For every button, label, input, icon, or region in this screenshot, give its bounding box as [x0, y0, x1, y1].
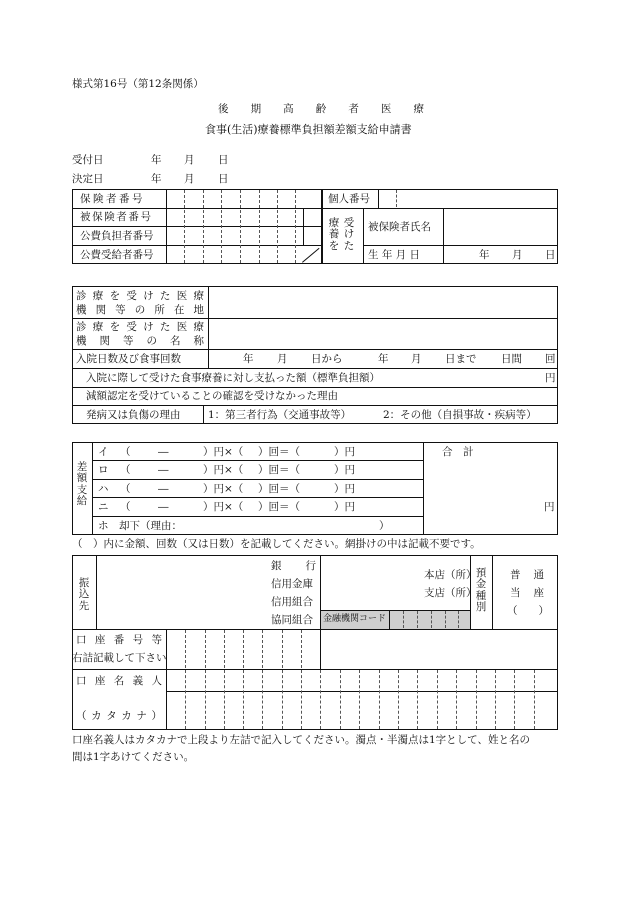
decision-month: 月: [184, 173, 195, 185]
decision-year: 年: [151, 173, 162, 185]
total-label: 合 計: [442, 446, 474, 458]
bank-code-label: 金融機関コード: [323, 614, 387, 624]
bank-type-shinkin: 信用金庫: [271, 578, 313, 590]
stay-from-year: 年: [243, 353, 254, 365]
deposit-type-label: 預 金 種 別: [475, 567, 487, 613]
insurer-number-label: 保険者番号: [80, 193, 145, 205]
birth-day: 日: [545, 249, 556, 261]
note-holder-line-1: 口座名義人はカタカナで上段より左詰で記入してください。濁点・半濁点は1字として、姓と名の: [72, 734, 530, 746]
title-line-1: 後 期 高 齢 者 医 療: [218, 103, 424, 115]
receipt-month: 月: [184, 154, 195, 166]
bank-side-label: 振 込 先: [78, 577, 90, 612]
clinic-address-label-1: 診 療 を 受 け た 医 療: [76, 290, 204, 302]
patient-label-col1: 療 養 を: [328, 217, 340, 252]
note-holder-line-2: 間は1字あけてください。: [72, 751, 195, 763]
bank-type-bank: 銀 行: [271, 560, 316, 572]
total-unit: 円: [544, 501, 555, 513]
head-office-label: 本店（所）: [424, 569, 477, 581]
patient-label-col2: 受 け た: [343, 217, 355, 252]
birth-month: 月: [512, 249, 523, 261]
stay-from-day: 日から: [311, 353, 343, 365]
cause-option-1: 1：第三者行為（交通事故等）: [208, 409, 352, 421]
decision-date-label: 決定日: [72, 173, 104, 185]
stay-from-month: 月: [277, 353, 288, 365]
stay-days: 日間: [501, 353, 522, 365]
clinic-name-label-1: 診 療 を 受 け た 医 療: [76, 321, 204, 333]
cause-option-2: 2：その他（自損事故・疾病等）: [383, 409, 537, 421]
receipt-date-label: 受付日: [72, 154, 104, 166]
cause-label: 発病又は負傷の理由: [86, 409, 181, 421]
birth-year: 年: [479, 249, 490, 261]
insured-number-label: 被保険者番号: [80, 211, 153, 223]
public-payer-number-label: 公費負担者番号: [80, 230, 154, 242]
account-holder-kana-label: （ カ タ カ ナ ）: [76, 710, 162, 722]
reduction-reason-label: 減額認定を受けていることの確認を受けなかった理由: [86, 390, 338, 402]
deposit-checking: 当 座: [510, 587, 544, 599]
paid-amount-unit: 円: [545, 372, 556, 384]
stay-until-day: 日まで: [445, 353, 477, 365]
receipt-year: 年: [151, 154, 162, 166]
stay-label: 入院日数及び食事回数: [76, 353, 181, 365]
insured-name-label: 被保険者氏名: [368, 221, 431, 233]
paid-amount-label: 入院に際して受けた食事療養に対し支払った額（標準負担額）: [86, 372, 380, 384]
public-recipient-number-label: 公費受給者番号: [80, 249, 154, 261]
difference-side-label: 差 額 支 給: [76, 461, 88, 507]
stay-until-year: 年: [378, 353, 389, 365]
branch-label: 支店（所）: [424, 587, 477, 599]
form-title: 食事(生活)療養標準負担額差額支給申請書: [205, 123, 412, 136]
account-holder-label: 口 座 名 義 人: [76, 675, 162, 687]
stay-until-month: 月: [411, 353, 422, 365]
note-parentheses: （ ）内に金額、回数（又は日数）を記載してください。網掛けの中は記載不要です。: [72, 538, 481, 550]
clinic-address-label-2: 機 関 等 の 所 在 地: [76, 304, 204, 316]
bank-type-shinkumi: 信用組合: [271, 596, 313, 608]
decision-day: 日: [218, 173, 229, 185]
reject-close: ）: [379, 520, 390, 532]
account-number-note: 右詰記載して下さい: [72, 652, 167, 664]
account-number-label: 口 座 番 号 等: [76, 634, 162, 646]
reject-label: ホ 却下（理由：: [98, 520, 182, 532]
bank-type-kyodo: 協同組合: [271, 614, 313, 626]
birth-date-label: 生 年 月 日: [368, 249, 421, 261]
meal-times: 回: [545, 353, 556, 365]
deposit-ordinary: 普 通: [510, 569, 544, 581]
personal-number-label: 個人番号: [328, 193, 370, 205]
clinic-name-label-2: 機 関 等 の 名 称: [76, 335, 204, 347]
receipt-day: 日: [218, 154, 229, 166]
form-number: 様式第16号（第12条関係）: [72, 78, 204, 90]
deposit-other: （ ）: [507, 605, 549, 617]
